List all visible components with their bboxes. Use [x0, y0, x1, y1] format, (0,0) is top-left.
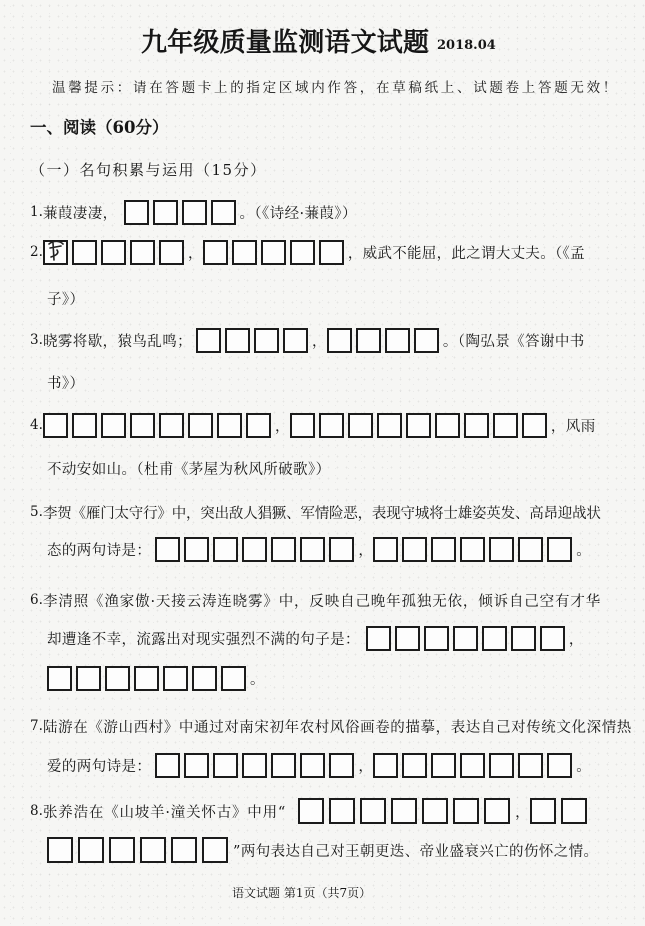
answer-box [101, 413, 126, 438]
answer-box [453, 626, 478, 651]
answer-box [460, 537, 485, 562]
answer-box [540, 626, 565, 651]
answer-box [530, 798, 556, 824]
question-source: 不动安如山。（杜甫《茅屋为秋风所破歌》） [47, 461, 331, 478]
answer-blanks [298, 798, 515, 824]
answer-box [290, 240, 315, 265]
answer-box [155, 537, 180, 562]
answer-box [373, 753, 398, 778]
question-5 [30, 498, 601, 526]
answer-box [561, 798, 587, 824]
answer-box [435, 413, 460, 438]
answer-box [377, 413, 402, 438]
answer-box [431, 537, 456, 562]
answer-box [283, 328, 308, 353]
question-8 [30, 797, 592, 825]
answer-blanks [47, 666, 250, 691]
question-1 [30, 198, 357, 226]
question-source: 子》） [47, 291, 85, 308]
answer-box [196, 328, 221, 353]
answer-box [518, 753, 543, 778]
answer-box [453, 798, 479, 824]
answer-box [153, 200, 178, 225]
answer-box [171, 837, 197, 863]
answer-box [319, 240, 344, 265]
answer-box [203, 240, 228, 265]
question-text: 李清照《渔家傲·天接云涛连晓雾》中，反映自己晚年孤独无依，倾诉自己空有才华 [43, 593, 602, 610]
question-text: 。 [250, 671, 265, 688]
answer-box [356, 328, 381, 353]
answer-box [261, 240, 286, 265]
question-text: ， [568, 631, 584, 648]
question-source: 书》） [47, 375, 85, 392]
question-4-continued [47, 454, 331, 482]
answer-box [202, 837, 228, 863]
answer-blanks [155, 753, 358, 778]
answer-blanks [530, 798, 592, 824]
question-number: 4. [30, 417, 43, 433]
question-7-continued [47, 751, 591, 779]
answer-box [489, 537, 514, 562]
answer-box [271, 753, 296, 778]
answer-box [225, 328, 250, 353]
answer-box [155, 753, 180, 778]
answer-box [217, 413, 242, 438]
question-text: 蒹葭凄凄， [43, 205, 118, 222]
answer-box [329, 798, 355, 824]
answer-box [484, 798, 510, 824]
answer-box [130, 240, 155, 265]
question-7 [30, 712, 632, 740]
answer-box [329, 537, 354, 562]
answer-box [366, 626, 391, 651]
answer-box [213, 753, 238, 778]
answer-box [140, 837, 166, 863]
question-3-continued [47, 368, 84, 396]
answer-box [511, 626, 536, 651]
answer-box [43, 413, 68, 438]
answer-blanks [43, 413, 275, 438]
answer-box [360, 798, 386, 824]
answer-box [182, 200, 207, 225]
question-3 [30, 326, 585, 354]
answer-box [211, 200, 236, 225]
question-text: ， [275, 418, 290, 435]
question-text: 爱的两句诗是： [47, 758, 152, 775]
question-text: 张养浩在《山坡羊·潼关怀古》中用“ [43, 804, 287, 821]
question-text: 。 [576, 758, 592, 775]
answer-box [124, 200, 149, 225]
answer-blanks [155, 537, 358, 562]
answer-box [482, 626, 507, 651]
answer-box [159, 240, 184, 265]
answer-box [385, 328, 410, 353]
answer-box [464, 413, 489, 438]
question-text: 陆游在《游山西村》中通过对南宋初年农村风俗画卷的描摹，表达自己对传统文化深情热 [43, 719, 632, 736]
question-text: 李贺《雁门太守行》中，突出敌人猖獗、军情险恶，表现守城将士雄姿英发、高昂迎战状 [43, 505, 601, 522]
answer-box [329, 753, 354, 778]
page-footer: 语文试题 第1页（共7页） [232, 886, 372, 900]
answer-box [101, 240, 126, 265]
answer-box [232, 240, 257, 265]
answer-box [422, 798, 448, 824]
answer-box [373, 537, 398, 562]
answer-box [489, 753, 514, 778]
answer-box [300, 753, 325, 778]
question-text: 却遭逢不幸，流露出对现实强烈不满的句子是： [47, 631, 360, 648]
answer-blanks [366, 626, 569, 651]
pencil-mark-icon [44, 237, 68, 265]
answer-blanks [47, 837, 233, 863]
question-2-continued [47, 284, 84, 312]
question-8-continued [47, 836, 598, 864]
answer-box [254, 328, 279, 353]
question-number: 5. [30, 504, 43, 520]
answer-blanks [196, 328, 312, 353]
answer-box [242, 537, 267, 562]
question-source: 。（《诗经·蒹葭》） [239, 205, 357, 222]
question-text: ， [515, 804, 531, 821]
answer-box [547, 537, 572, 562]
answer-box [271, 537, 296, 562]
answer-box [246, 413, 271, 438]
answer-box [518, 537, 543, 562]
answer-box [431, 753, 456, 778]
exam-date: 2018.04 [437, 38, 496, 53]
answer-box [159, 413, 184, 438]
answer-box [319, 413, 344, 438]
question-text: 态的两句诗是： [47, 542, 152, 559]
answer-box [348, 413, 373, 438]
answer-box [547, 753, 572, 778]
answer-box [414, 328, 439, 353]
answer-box [192, 666, 217, 691]
answer-box [184, 537, 209, 562]
answer-box [76, 666, 101, 691]
warm-notice: 温馨提示：请在答题卡上的指定区域内作答，在草稿纸上、试题卷上答题无效！ [52, 80, 619, 96]
question-text: 晓雾将歇，猿鸟乱鸣； [43, 333, 192, 350]
answer-box [327, 328, 352, 353]
answer-blanks [124, 200, 240, 225]
answer-box [163, 666, 188, 691]
answer-blanks [373, 753, 576, 778]
answer-blanks [327, 328, 443, 353]
answer-box [298, 798, 324, 824]
question-number: 2. [30, 244, 43, 260]
answer-box [402, 537, 427, 562]
answer-box [424, 626, 449, 651]
question-text: ，威武不能屈，此之谓大丈夫。（《孟 [347, 245, 585, 262]
question-number: 3. [30, 332, 43, 348]
answer-box [134, 666, 159, 691]
answer-box [47, 666, 72, 691]
question-text: ， [358, 542, 374, 559]
answer-box [130, 413, 155, 438]
page-title: 九年级质量监测语文试题 [141, 28, 430, 58]
answer-box [184, 753, 209, 778]
question-text: ， [188, 245, 203, 262]
question-text: ， [358, 758, 374, 775]
section-title: 一、阅读（60分） [30, 118, 169, 137]
answer-blanks [203, 240, 348, 265]
answer-box [78, 837, 104, 863]
question-number: 7. [30, 718, 43, 734]
answer-box [395, 626, 420, 651]
question-2 [30, 238, 585, 266]
subsection-title: （一）名句积累与运用（15分） [30, 161, 267, 179]
question-text: ， [312, 333, 327, 350]
answer-box [290, 413, 315, 438]
question-number: 8. [30, 803, 43, 819]
answer-box [493, 413, 518, 438]
question-4 [30, 411, 596, 439]
answer-box [522, 413, 547, 438]
answer-box [221, 666, 246, 691]
answer-box [460, 753, 485, 778]
question-source: 。（陶弘景《答谢中书 [442, 333, 585, 350]
answer-box [72, 413, 97, 438]
answer-box [242, 753, 267, 778]
answer-box [213, 537, 238, 562]
answer-box [109, 837, 135, 863]
answer-box [391, 798, 417, 824]
answer-box [402, 753, 427, 778]
answer-box [105, 666, 130, 691]
answer-blanks [373, 537, 576, 562]
answer-blanks [290, 413, 551, 438]
question-text: ，风雨 [550, 418, 596, 435]
question-6 [30, 586, 601, 614]
answer-box [406, 413, 431, 438]
question-number: 1. [30, 204, 43, 220]
question-text: 。 [576, 542, 592, 559]
question-6-continued [47, 624, 584, 652]
answer-box [72, 240, 97, 265]
question-text: ”两句表达自己对王朝更迭、帝业盛衰兴亡的伤怀之情。 [233, 843, 599, 860]
question-5-continued [47, 535, 591, 563]
answer-box [47, 837, 73, 863]
answer-box [300, 537, 325, 562]
question-6-continued-2 [47, 664, 265, 692]
answer-box [188, 413, 213, 438]
question-number: 6. [30, 592, 43, 608]
